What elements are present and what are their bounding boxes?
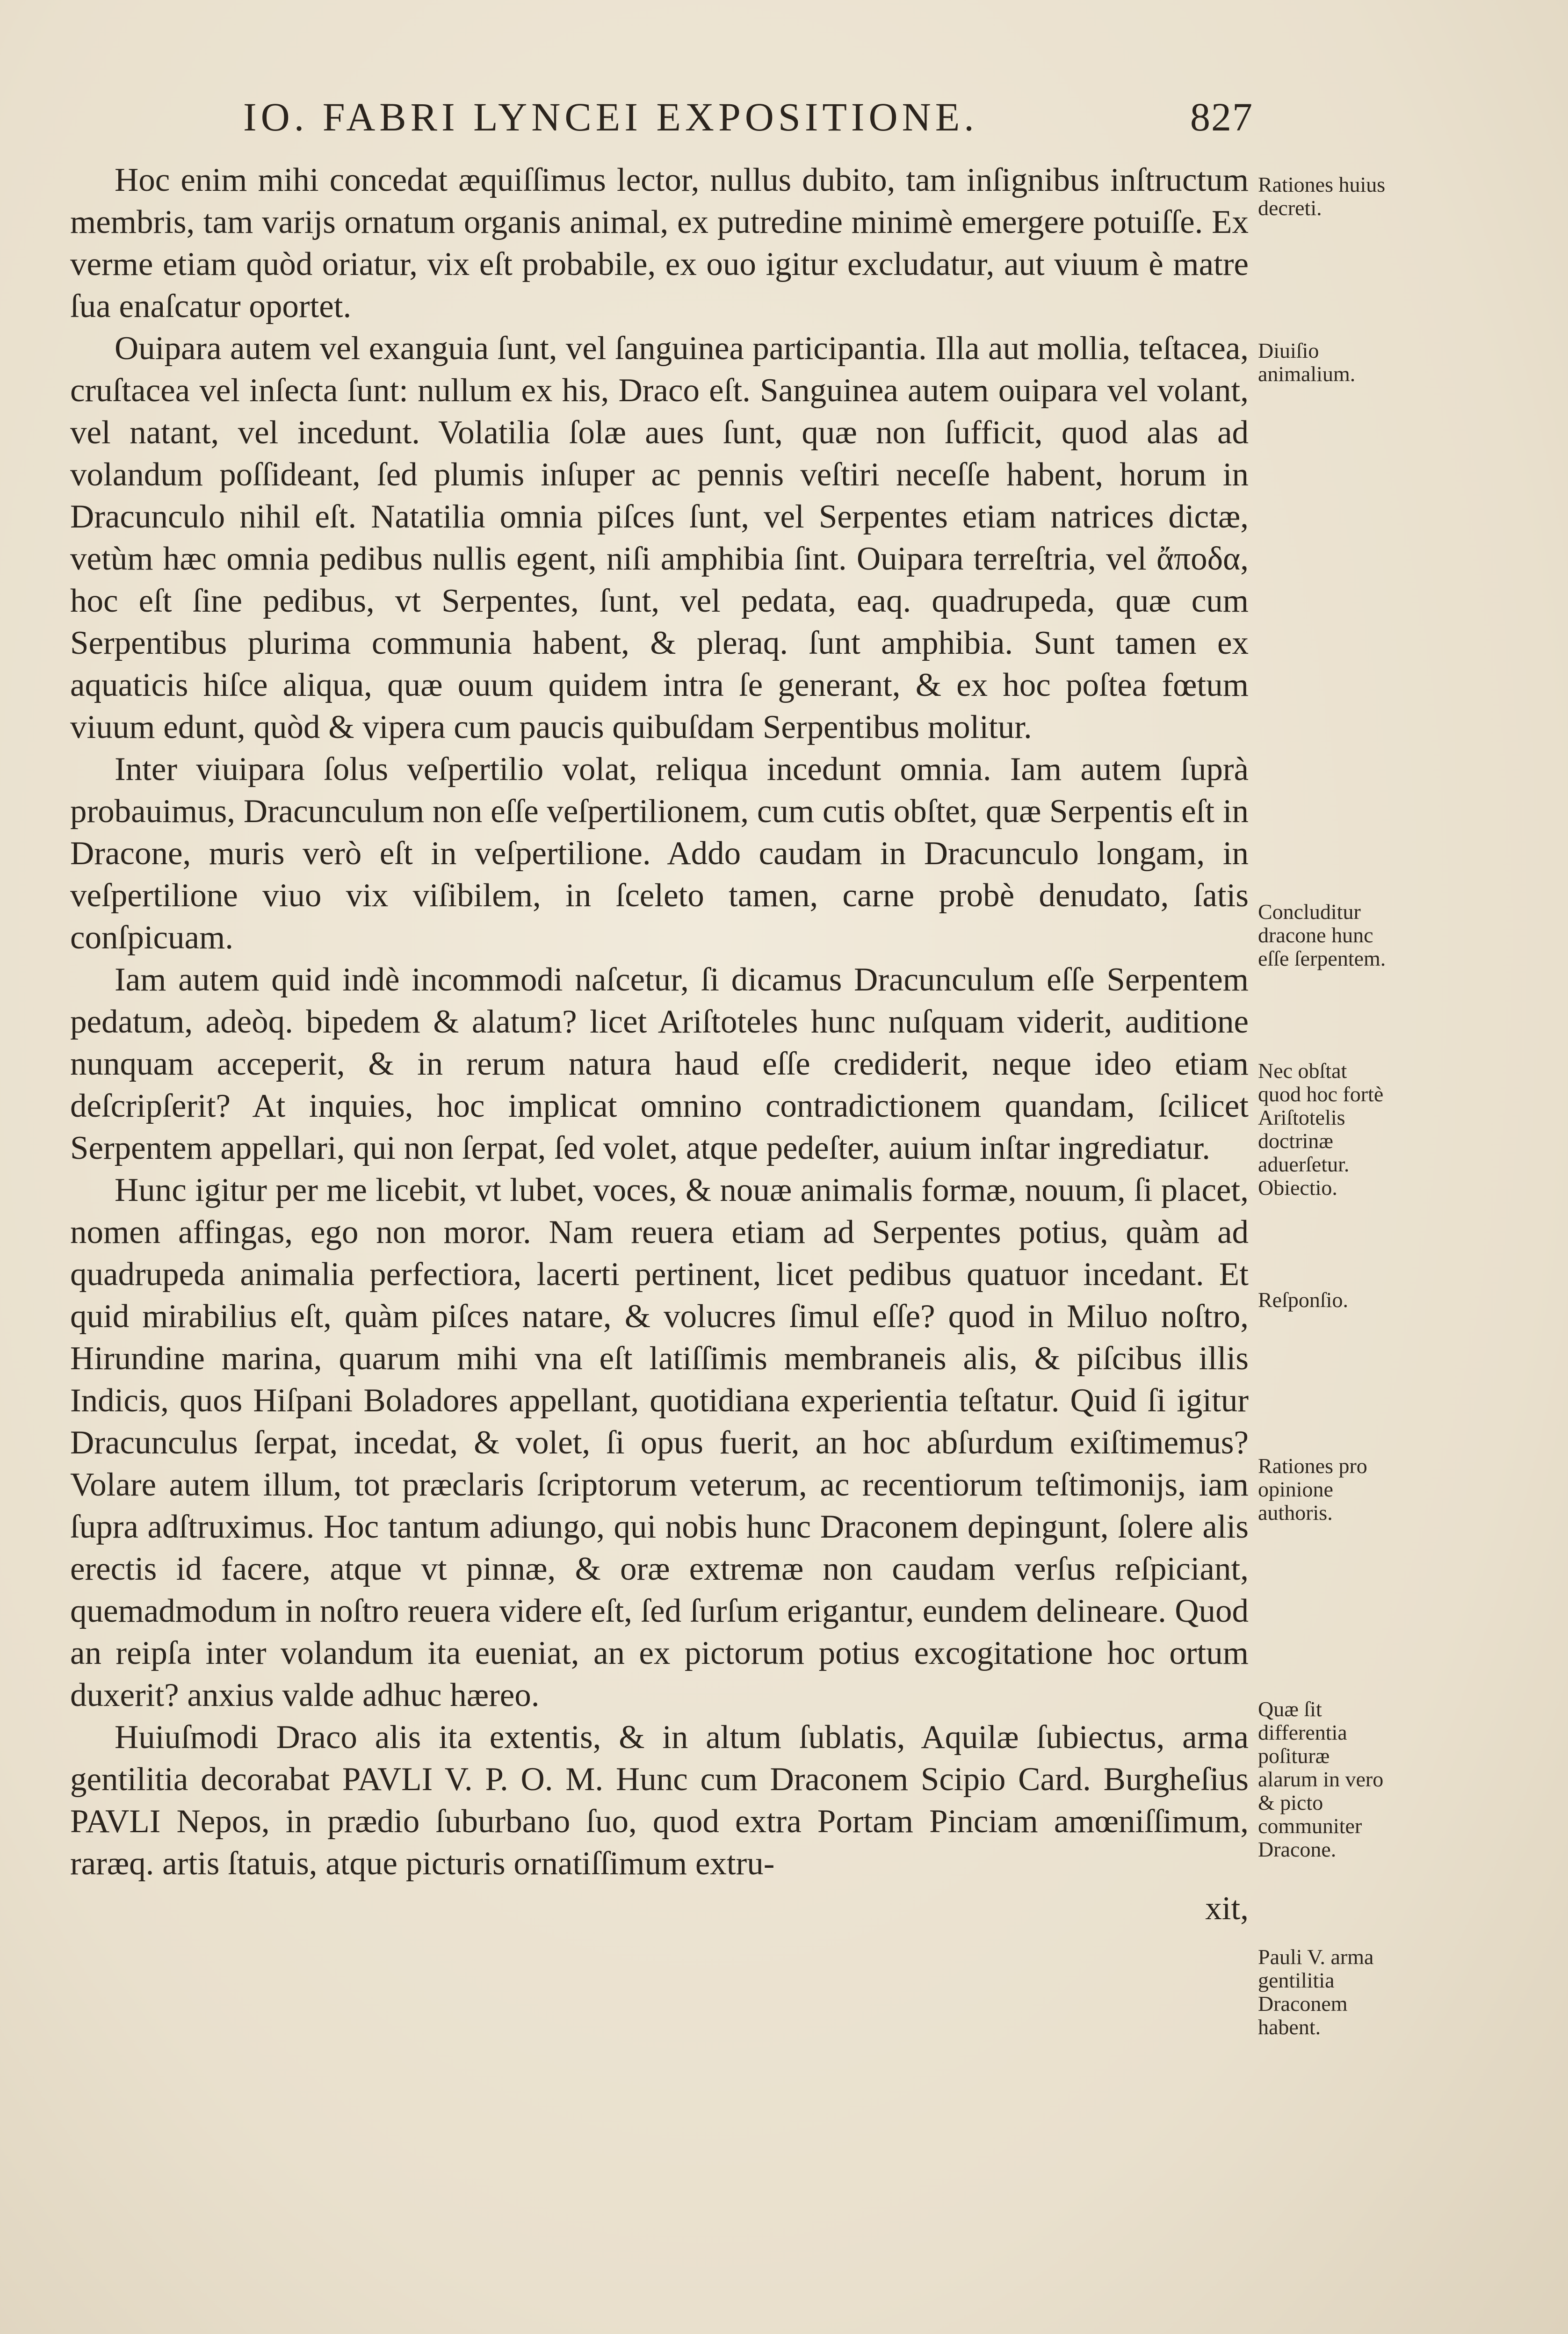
page-number: 827 xyxy=(1190,94,1253,139)
paragraph: Inter viuipara ſolus veſpertilio volat, reliqua incedunt omnia. Iam autem ſuprà probauimus, Dracunculum non eſſe veſpertilionem, cum cutis obſtet, quæ Serpentis eſt in Dracone, muris verò eſt in veſpertilione. Addo caudam in Dracunculo longam, in veſpertilione viuo vix viſibilem, in ſceleto tamen, carne probè denudato, ſatis conſpicuam. xyxy=(70,751,1249,956)
running-title: IO. FABRI LYNCEI EXPOSITIONE. xyxy=(243,94,978,139)
marginal-note: Nec obſtat quod hoc fortè Ariſtotelis doctrinæ aduerſetur. Obiectio. xyxy=(1258,1059,1384,1200)
marginal-note: Rationes pro opinione authoris. xyxy=(1258,1454,1367,1525)
marginal-note: Diuiſio animalium. xyxy=(1258,339,1356,386)
paragraph: Hoc enim mihi concedat æquiſſimus lector, nullus dubito, tam inſignibus inſtructum membris, tam varijs ornatum organis animal, ex putredine minimè emergere potuiſſe. Ex verme etiam quòd oriatur, vix eſt probabile, ex ouo igitur excludatur, aut viuum è matre ſua enaſcatur oportet. xyxy=(70,162,1249,325)
marginal-note: Pauli V. arma gentilitia Draconem habent. xyxy=(1258,1945,1374,2039)
marginal-note: Concluditur dracone hunc eſſe ſerpentem. xyxy=(1258,900,1386,970)
paragraph: Huiuſmodi Draco alis ita extentis, & in altum ſublatis, Aquilæ ſubiectus, arma gentilitia decorabat PAVLI V. P. O. M. Hunc cum Draconem Scipio Card. Burgheſius PAVLI Nepos, in prædio ſuburbano ſuo, quod extra Portam Pinciam amœniſſimum, raræq. artis ſtatuis, atque picturis ornatiſſimum extru- xyxy=(70,1719,1249,1882)
marginal-note: Rationes huius decreti. xyxy=(1258,173,1386,220)
marginal-note: Quæ ſit differentia poſituræ alarum in vero & picto communiter Dracone. xyxy=(1258,1697,1384,1861)
main-text xyxy=(70,159,1249,1929)
running-header xyxy=(243,94,1253,145)
paragraph: Iam autem quid indè incommodi naſcetur, ſi dicamus Dracunculum eſſe Serpentem pedatum, adeòq. bipedem & alatum? licet Ariſtoteles hunc nuſquam viderit, auditione nunquam acceperit, & in rerum natura haud eſſe crediderit, neque ideo etiam deſcripſerit? At inquies, hoc implicat omnino contradictionem quandam, ſcilicet Serpentem appellari, qui non ſerpat, ſed volet, atque pedeſter, auium inſtar ingrediatur. xyxy=(70,961,1249,1166)
paragraph: Ouipara autem vel exanguia ſunt, vel ſanguinea participantia. Illa aut mollia, teſtacea, cruſtacea vel inſecta ſunt: nullum ex his, Draco eſt. Sanguinea autem ouipara vel volant, vel natant, vel incedunt. Volatilia ſolæ aues ſunt, quæ non ſufficit, quod alas ad volandum poſſideant, ſed plumis inſuper ac pennis veſtiri neceſſe habent, horum in Dracunculo nihil eſt. Natatilia omnia piſces ſunt, vel Serpentes etiam natrices dictæ, vetùm hæc omnia pedibus nullis egent, niſi amphibia ſint. Ouipara terreſtria, vel ἄποδα, hoc eſt ſine pedibus, vt Serpentes, ſunt, vel pedata, eaq. quadrupeda, quæ cum Serpentibus plurima communia habent, & pleraq. ſunt amphibia. Sunt tamen ex aquaticis hiſce aliqua, quæ ouum quidem intra ſe generant, & ex hoc poſtea fœtum viuum edunt, quòd & vipera cum paucis quibuſdam Serpentibus molitur. xyxy=(70,330,1249,745)
paragraph: Hunc igitur per me licebit, vt lubet, voces, & nouæ animalis formæ, nouum, ſi placet, nomen affingas, ego non moror. Nam reuera etiam ad Serpentes potius, quàm ad quadrupeda animalia perfectiora, lacerti pertinent, licet pedibus quatuor incedant. Et quid mirabilius eſt, quàm piſces natare, & volucres ſimul eſſe? quod in Miluo noſtro, Hirundine marina, quarum mihi vna eſt latiſſimis membraneis alis, & piſcibus illis Indicis, quos Hiſpani Boladores appellant, quotidiana experientia teſtatur. Quid ſi igitur Dracunculus ſerpat, incedat, & volet, ſi opus fuerit, an hoc abſurdum exiſtimemus? Volare autem illum, tot præclaris ſcriptorum veterum, ac recentiorum teſtimonijs, iam ſupra adſtruximus. Hoc tantum adiungo, qui nobis hunc Draconem depingunt, ſolere alis erectis id facere, atque vt pinnæ, & oræ extremæ non caudam verſus reſpiciant, quemadmodum in noſtro reuera videre eſt, ſed ſurſum erigantur, eundem delineare. Quod an reipſa inter volandum ita eueniat, an ex pictorum potius excogitatione hoc ortum duxerit? anxius valde adhuc hæreo. xyxy=(70,1172,1249,1713)
marginal-note: Reſponſio. xyxy=(1258,1288,1348,1312)
catchword: xit, xyxy=(1205,1890,1249,1927)
